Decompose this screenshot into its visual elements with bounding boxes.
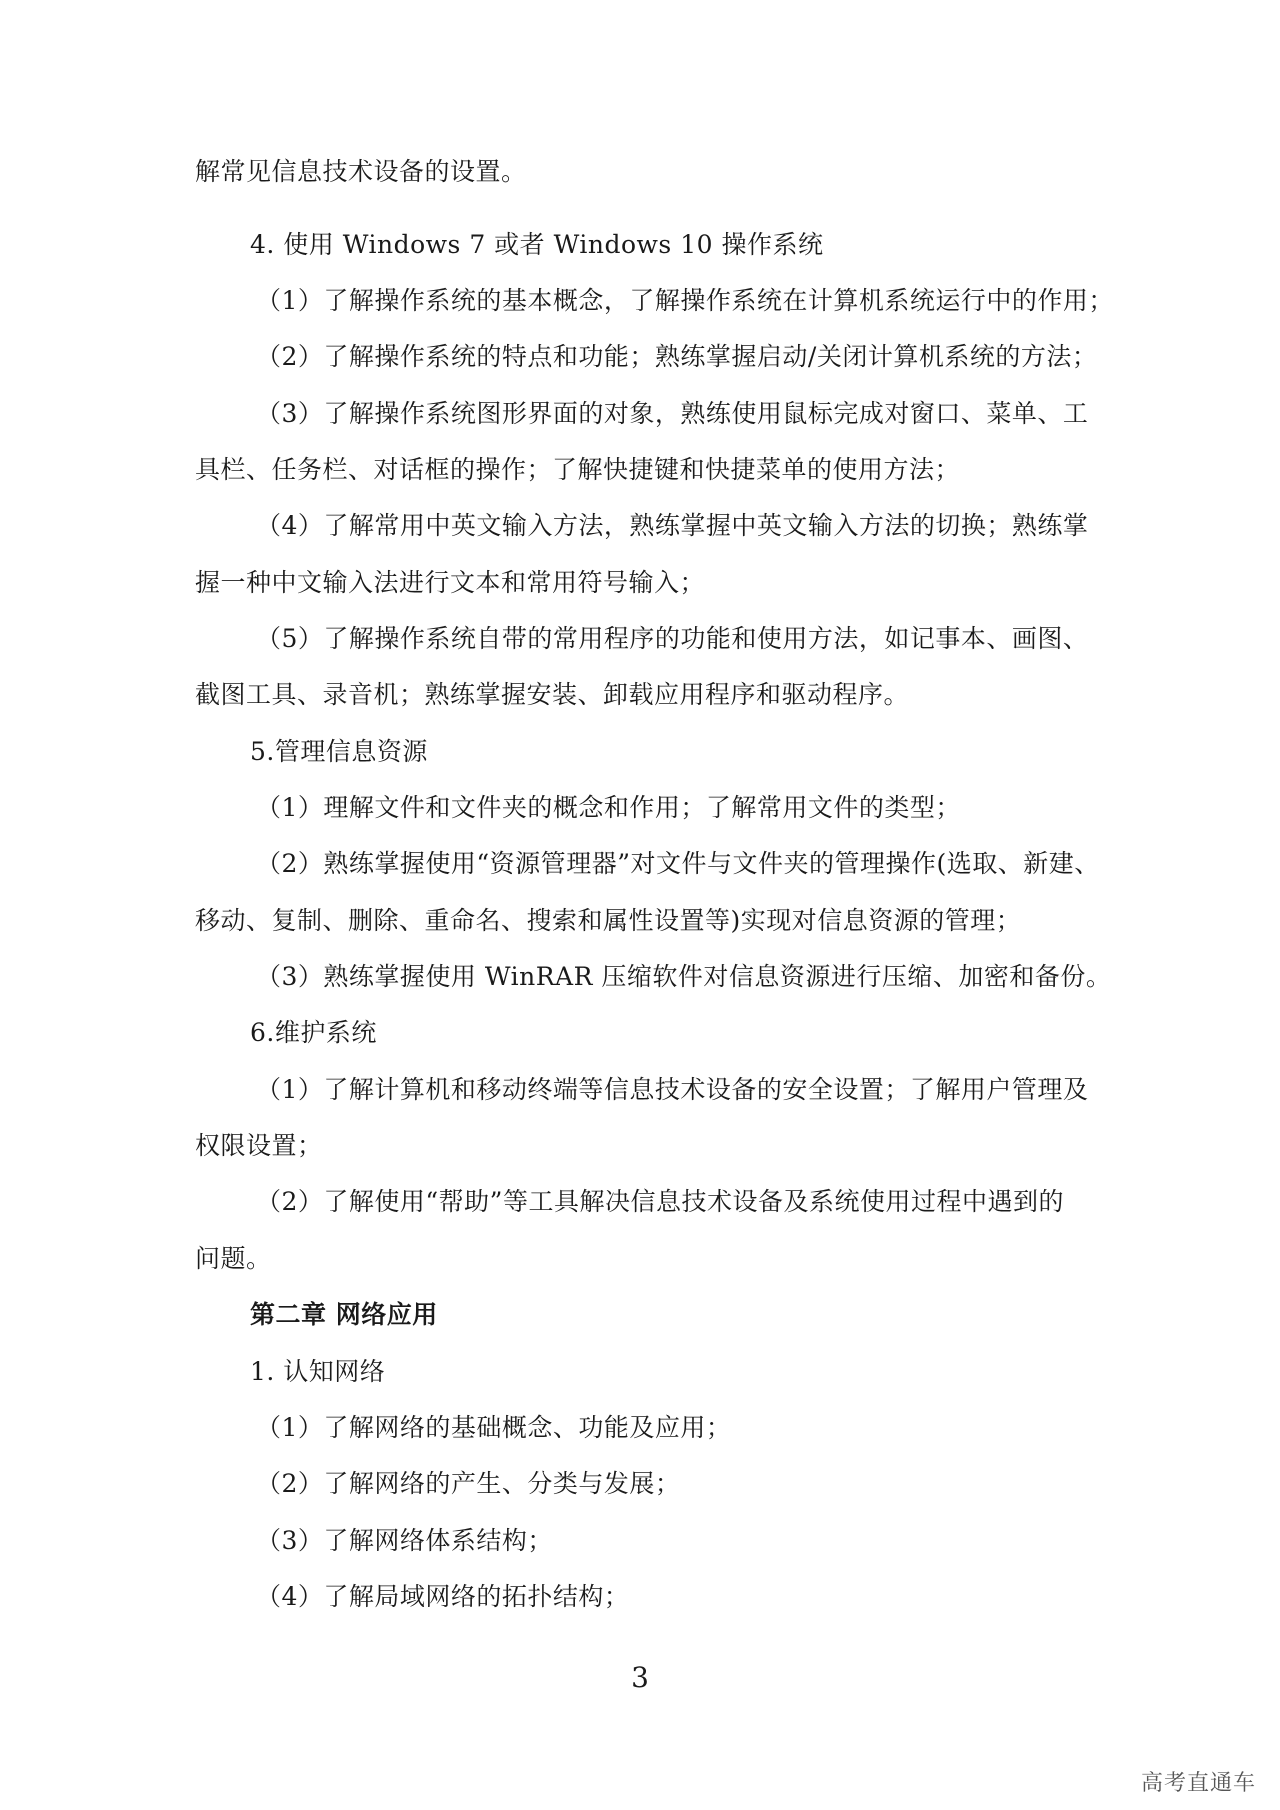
section-title-4: 4. 使用 Windows 7 或者 Windows 10 操作系统 <box>250 230 824 259</box>
text-line-4: （2）了解操作系统的特点和功能；熟练掌握启动/关闭计算机系统的方法； <box>256 342 1098 371</box>
text-line-14: 移动、复制、删除、重命名、搜索和属性设置等)实现对信息资源的管理； <box>195 906 1022 935</box>
text-line-26: （4）了解局域网络的拓扑结构； <box>256 1582 630 1611</box>
text-line-19: （2）了解使用“帮助”等工具解决信息技术设备及系统使用过程中遇到的 <box>256 1187 1064 1216</box>
text-line-7: （4）了解常用中英文输入方法，熟练掌握中英文输入方法的切换；熟练掌 <box>256 511 1089 540</box>
section-title-1: 1. 认知网络 <box>250 1357 386 1386</box>
text-line-10: 截图工具、录音机；熟练掌握安装、卸载应用程序和驱动程序。 <box>195 680 910 709</box>
text-line-25: （3）了解网络体系结构； <box>256 1526 553 1555</box>
text-line-13: （2）熟练掌握使用“资源管理器”对文件与文件夹的管理操作(选取、新建、 <box>256 849 1100 878</box>
text-line-15: （3）熟练掌握使用 WinRAR 压缩软件对信息资源进行压缩、加密和备份。 <box>256 962 1112 991</box>
section-title-6: 6.维护系统 <box>250 1018 377 1047</box>
page-number: 3 <box>631 1661 649 1694</box>
text-line-23: （1）了解网络的基础概念、功能及应用； <box>256 1413 732 1442</box>
text-line-6: 具栏、任务栏、对话框的操作；了解快捷键和快捷菜单的使用方法； <box>195 455 961 484</box>
text-line-5: （3）了解操作系统图形界面的对象，熟练使用鼠标完成对窗口、菜单、工 <box>256 399 1089 428</box>
text-line-9: （5）了解操作系统自带的常用程序的功能和使用方法，如记事本、画图、 <box>256 624 1089 653</box>
chapter-heading: 第二章 网络应用 <box>250 1300 438 1329</box>
text-line-12: （1）理解文件和文件夹的概念和作用；了解常用文件的类型； <box>256 793 961 822</box>
text-line-8: 握一种中文输入法进行文本和常用符号输入； <box>195 568 706 597</box>
section-title-5: 5.管理信息资源 <box>250 737 428 766</box>
text-line-3: （1）了解操作系统的基本概念，了解操作系统在计算机系统运行中的作用； <box>256 286 1114 315</box>
text-line-1: 解常见信息技术设备的设置。 <box>195 157 527 186</box>
text-line-24: （2）了解网络的产生、分类与发展； <box>256 1469 681 1498</box>
text-line-17: （1）了解计算机和移动终端等信息技术设备的安全设置；了解用户管理及 <box>256 1075 1089 1104</box>
watermark-text: 高考直通车 <box>1140 1771 1256 1796</box>
text-line-18: 权限设置； <box>195 1131 323 1160</box>
text-line-20: 问题。 <box>195 1244 272 1273</box>
